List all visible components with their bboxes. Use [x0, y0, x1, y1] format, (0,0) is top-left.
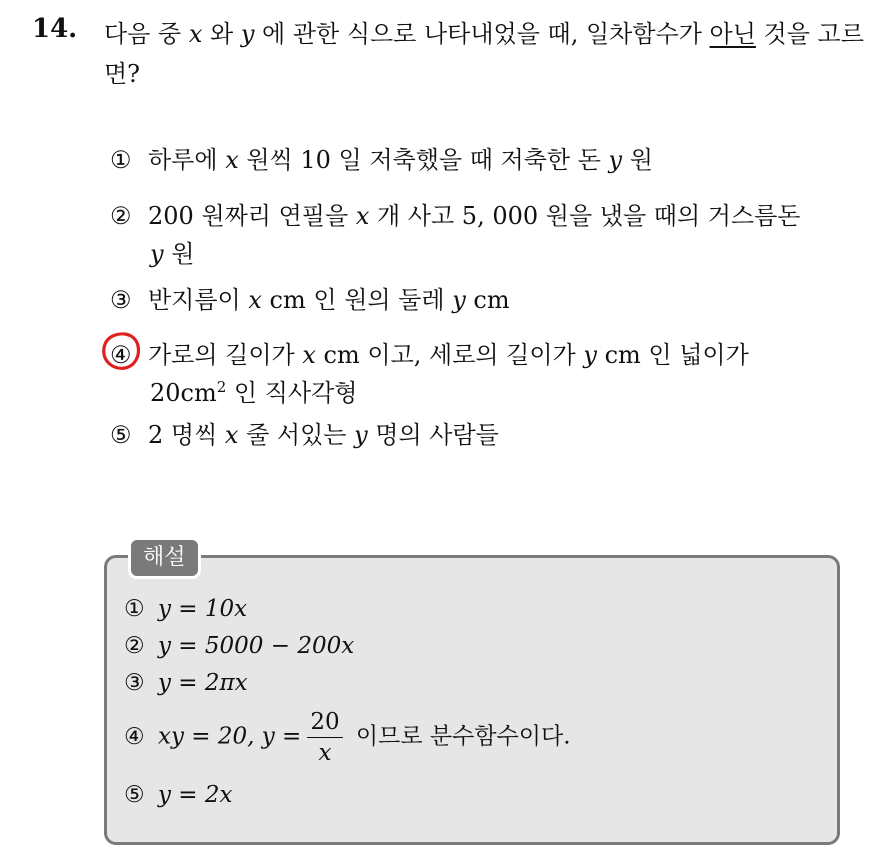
- solution-tag: 해설: [128, 537, 201, 579]
- choice-4[interactable]: ④ 가로의 길이가 x cm 이고, 세로의 길이가 y cm 인 넓이가: [110, 341, 749, 369]
- choice-2[interactable]: ② 200 원짜리 연필을 x 개 사고 5, 000 원을 냈을 때의 거스름돈: [110, 202, 801, 230]
- solution-line-5: ⑤ y = 2x: [124, 782, 233, 808]
- choice-4-line2: $20cm^2$ 인 직사각형: [150, 378, 358, 407]
- fraction: $\frac{20}{x}$: [307, 707, 342, 768]
- choice-1[interactable]: ① 하루에 x 원씩 10 일 저축했을 때 저축한 돈 y 원: [110, 146, 653, 174]
- underlined-word: 아닌: [709, 20, 756, 48]
- choice-5[interactable]: ⑤ 2 명씩 x 줄 서있는 y 명의 사람들: [110, 421, 499, 449]
- question-number: 14.: [32, 14, 78, 44]
- solution-line-3: ③ y = 2πx: [124, 670, 248, 696]
- answer-circle-mark: [101, 330, 141, 372]
- solution-line-1: ① y = 10x: [124, 596, 248, 622]
- solution-line-4: ④ xy = 20, y = $\frac{20}{x}$ 이므로 분수함수이다.: [124, 709, 571, 766]
- choice-2-line2: y 원: [150, 240, 195, 268]
- solution-line-2: ② y = 5000 − 200x: [124, 633, 355, 659]
- question-text: 다음 중 x 와 y 에 관한 식으로 나타내었을 때, 일차함수가 아닌 것을 고르면?: [104, 20, 864, 88]
- choice-3[interactable]: ③ 반지름이 x cm 인 원의 둘레 y cm: [110, 286, 510, 314]
